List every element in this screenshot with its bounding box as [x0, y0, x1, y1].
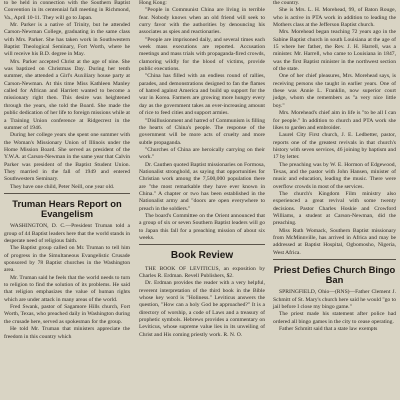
paragraph: Miss Ruth Womack, Southern Baptist missionary from McMinnville, has arrived in Africa and may be addressed at Baptist Hospital, Ogbomosho, Nigeria, West Africa. — [273, 227, 396, 256]
paragraph: "Churches of China are heroically carrying on their work." — [139, 146, 265, 161]
paragraph: The Baptist group called on Mr. Truman to tell him of progress in the Simultaneous Evangelistic Crusade sponsored by 78 Baptist churches in the Washington area. — [4, 245, 130, 274]
paragraph: the country. — [273, 0, 300, 6]
paragraph: Fred Swank, pastor of Sagamore Hills church, Fort Worth, Texas, who preached daily in Washington during the crusade here, served as spokesman for the group. — [4, 304, 130, 325]
paragraph: They have one child, Peter Neill, one year old. — [10, 183, 115, 190]
divider — [4, 193, 130, 194]
column-left — [4, 0, 130, 341]
paragraph: Mr. Truman said he feels that the world needs to turn to religion to find the solution of its problems. He said that religion emphasizes the value of human rights which are under attack in many areas of the world. — [4, 274, 130, 303]
paragraph: Hong Kong: — [139, 0, 167, 6]
paragraph: One of her chief pleasures, Mrs. Morehead says, is receiving persons she taught in earlier years. One of these was Annie L. Franklin, now superior court judge, whom she remembers as "a very nice little boy." — [273, 73, 396, 109]
paragraph: He told Mr. Truman that ministers appreciate the freedom in this country which — [4, 326, 130, 340]
paragraph: THE BOOK OF LEVITICUS, an exposition by Charles R. Erdman. Revell Publishers, $2. — [139, 265, 265, 279]
paragraph: to be held in connection with the Southern Baptist Convention in its centennial fall meeting in Richmond, Va., April 10-11. They will go to Japan. — [4, 0, 130, 21]
column-middle — [139, 0, 265, 339]
divider — [139, 244, 265, 245]
paragraph: WASHINGTON, D. C.—President Truman told a group of 44 Baptist leaders here that the world stands in desperate need of religious faith. — [4, 223, 130, 245]
article-headline: Priest Defies Church Bingo Ban — [273, 264, 396, 286]
article-headline: Truman Hears Report on Evangelism — [12, 197, 122, 220]
paragraph: Dr. Cauthen quoted Baptist missionaries on Formosa, Nationalist stronghold, as saying that opportunities for Christian work among the 7,500,000 population there are "the most remarkable they have ever known in China." A chapter or two has been established in the Nationalist army and "doors are open everywhere to preach in the soldiers." — [139, 161, 265, 212]
column-right — [273, 0, 396, 334]
paragraph: She is Mrs. L. H. Morehead, 99, of Baton Rouge, who is active in PTA work in addition to leading the Mothers class at the Jefferson Baptist church. — [273, 7, 396, 29]
paragraph: Mrs. Morehead's chief aim in life is "to be all I can for people." In addition to church and PTA work she likes to garden and embroider. — [273, 110, 396, 131]
paragraph: The board's Committee on the Orient announced that a group of six or seven Southern Baptist leaders will go to Japan this fall for a preaching mission of about six weeks. — [139, 212, 265, 241]
paragraph: The church's Kingdom Film ministry also experienced a great revival with some twenty decisions. Pastor Charles Hoskie and Crowford Williams, a student at Carson-Newman, did the preaching. — [273, 190, 396, 227]
paragraph: Laurel City First church, J. E. Ledbetter, pastor, reports one of the greatest revivals in that church's history with seven services, 46 joining by baptism and 17 by letter. — [273, 132, 396, 161]
paragraph: Dr. Erdman provides the reader with a very helpful, reverent interpretation of the third book in the Bible whose key word is "Holiness." Leviticus answers the question, "How can a holy God be approached?" It is a directory of worship, a code of Laws and a treasury of prophetic symbols. Hebrews provides a commentary on Leviticus, whose supreme value lies in its unveiling of Christ and His coming priestly work. R. N. O. — [139, 280, 265, 338]
paragraph: "Disillusionment and hatred of Communism is filling the hearts of China's people. The response of the government will be more acts of cruelty and more subtle propaganda. — [139, 117, 265, 146]
paragraph: "People in Communist China are living in terrible fear. Nobody knows when an old friend will seek to curry favor with the authorities by denouncing his associates as spies and reactionaries. — [139, 7, 265, 36]
paragraph: During her college years she spent one summer with the Woman's Missionary Union of Illinois under the Home Mission Board. She served as president of the Y.W.A. at Carson-Newman in the same year that Calvin Parker was president of the Baptist Student Union. They married in the fall of 1949 and entered Southwestern Seminary. — [4, 132, 130, 183]
paragraph: Father Schmitt said that a state law exempts — [279, 326, 378, 333]
book-review-heading: Book Review — [170, 250, 234, 262]
paragraph: "China has filled with an endless round of rallies, parades, and demonstrations designed to fan the flames of hatred against America and build up support for the war in Korea. Farmers are growing more hungry every day as the government takes an ever-increasing amount of rice to feed cities and support armies. — [139, 73, 265, 117]
paragraph: Mrs. Morehead began teaching 72 years ago in the Sabine Baptist church in south Louisiana at the age of 15 where her father, the Rev. J. H. Harrell, was a minister. Mr. Harrell, who came to Louisiana in 1847, was the first Baptist minister in the northwest section of the state. — [273, 29, 396, 73]
paragraph: SPRINGFIELD, Ohio—(RNS)—Father Clement J. Schmitt of St. Mary's church here said he would "go to jail before I close my bingo game." — [273, 289, 396, 311]
paragraph: The priest made his statement after police had ordered all bingo games in the city to cease operating. — [273, 311, 396, 325]
paragraph: The preaching was by W. E. Hormon of Edgewood, Texas, and the pastor with John Hansen, minister of music and education, leading the music. There were overflow crowds in most of the services. — [273, 161, 396, 190]
divider — [273, 259, 396, 260]
paragraph: Mr. Parker is a native of Trinity, but he attended Carson-Newman College, graduating in the same class with Mrs. Parker. She has taken work in Southwestern Baptist Theological Seminary, Fort Worth, where he will receive his B.D. degree in May. — [4, 22, 130, 58]
paragraph: Mrs. Parker accepted Christ at the age of nine. She was baptized on Christmas Day. During her tenth summer, she attended a Girl's Auxiliary house party at Carson-Newman. At this time Miss Kathleen Manley called for African and Harriett wanted to become a missionary right then. This desire was heightened through the years, she told the Board. She made the public dedication of her life to foreign missions while at a Training Union conference at Ridgecrest in the summer of 1946. — [4, 58, 130, 131]
paragraph: "People are imprisoned daily, and several times each week mass executions are reported. Accusation meetings and mass trials with propaganda-fired crowds, clamoring wildly for the blood of victims, provide public executions. — [139, 36, 265, 73]
